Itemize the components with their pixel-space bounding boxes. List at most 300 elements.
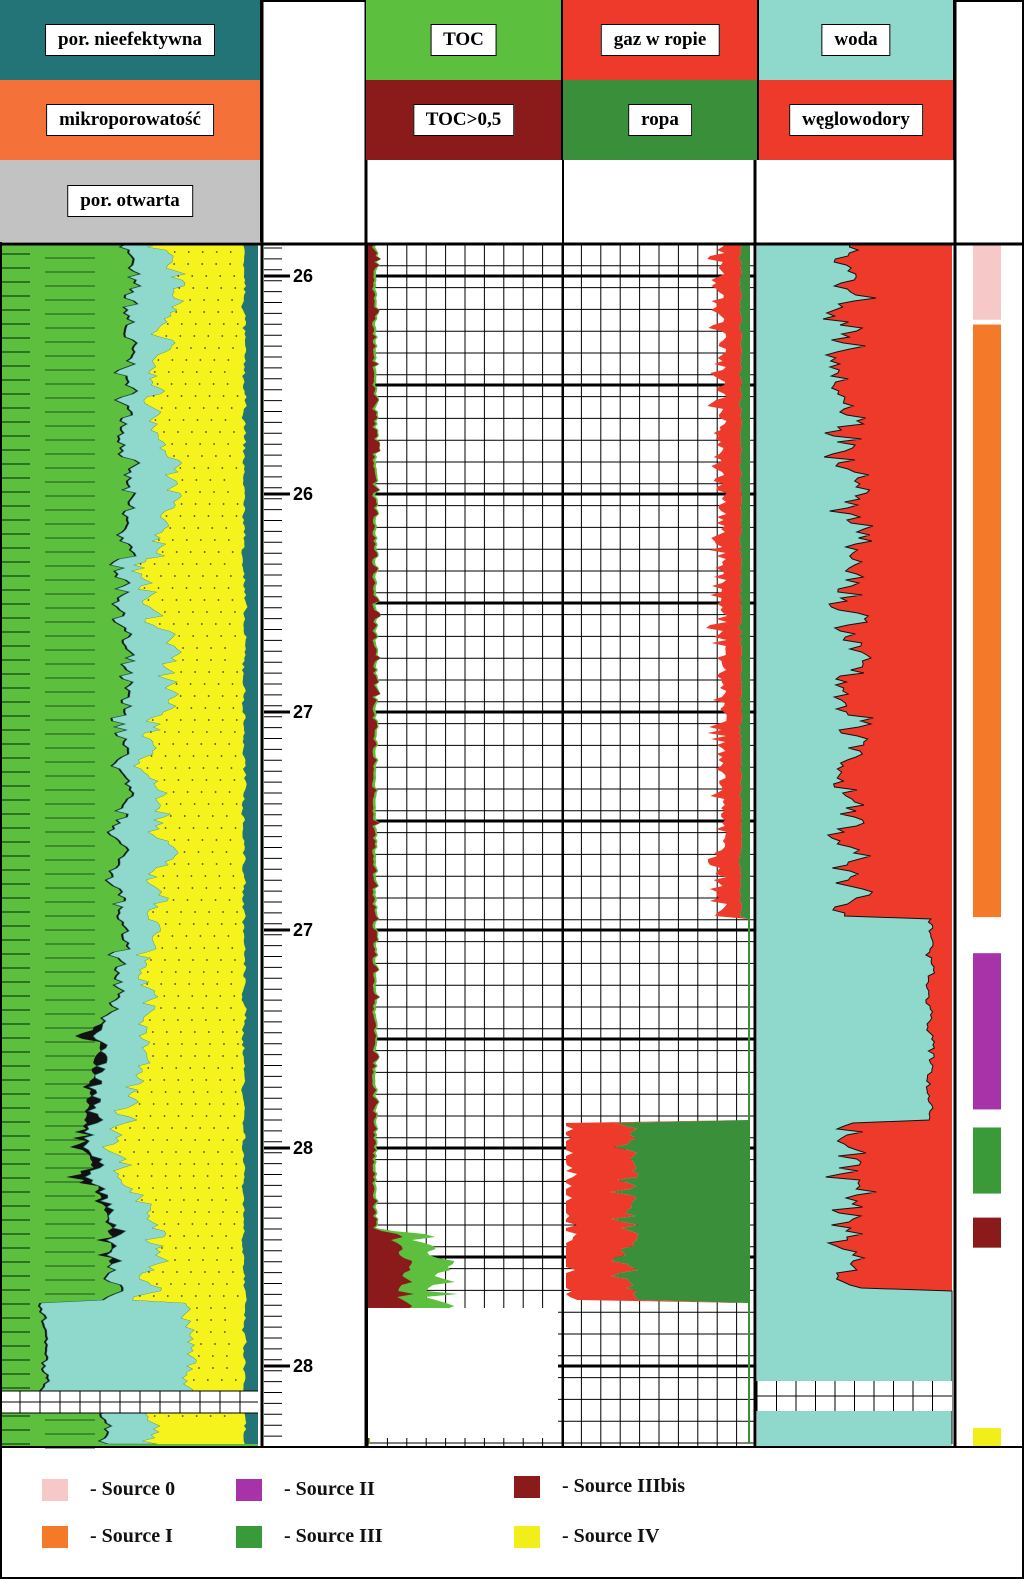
micro-dot — [234, 287, 236, 289]
micro-dot — [194, 803, 196, 805]
micro-dot — [136, 1115, 138, 1117]
header-label: ropa — [628, 104, 692, 136]
micro-dot — [210, 1319, 212, 1321]
micro-dot — [208, 803, 210, 805]
micro-dot — [180, 1031, 182, 1033]
micro-dot — [165, 755, 167, 757]
micro-dot — [151, 1163, 153, 1165]
micro-dot — [204, 683, 206, 685]
micro-dot — [177, 887, 179, 889]
micro-dot — [176, 551, 178, 553]
micro-dot — [153, 395, 155, 397]
micro-dot — [235, 1379, 237, 1381]
micro-dot — [166, 1031, 168, 1033]
micro-dot — [180, 1187, 182, 1189]
micro-dot — [223, 479, 225, 481]
micro-dot — [212, 851, 214, 853]
micro-dot — [223, 1043, 225, 1045]
micro-dot — [176, 599, 178, 601]
micro-dot — [203, 299, 205, 301]
micro-dot — [236, 695, 238, 697]
micro-dot — [139, 1295, 141, 1297]
micro-dot — [177, 1079, 179, 1081]
micro-dot — [196, 563, 198, 565]
micro-dot — [167, 395, 169, 397]
micro-dot — [215, 623, 217, 625]
micro-dot — [164, 1223, 166, 1225]
micro-dot — [174, 251, 176, 253]
micro-dot — [237, 503, 239, 505]
micro-dot — [152, 911, 154, 913]
micro-dot — [203, 1247, 205, 1249]
micro-dot — [176, 347, 178, 349]
micro-dot — [236, 1031, 238, 1033]
micro-dot — [193, 1175, 195, 1177]
micro-dot — [137, 1091, 139, 1093]
micro-dot — [233, 887, 235, 889]
micro-dot — [175, 947, 177, 949]
micro-dot — [178, 959, 180, 961]
micro-dot — [147, 1151, 149, 1153]
micro-dot — [183, 1235, 185, 1237]
legend-swatch — [42, 1526, 68, 1548]
micro-dot — [178, 287, 180, 289]
micro-dot — [164, 731, 166, 733]
micro-dot — [205, 275, 207, 277]
micro-dot — [152, 1031, 154, 1033]
micro-dot — [236, 803, 238, 805]
micro-dot — [150, 731, 152, 733]
micro-dot — [147, 767, 149, 769]
micro-dot — [163, 995, 165, 997]
micro-dot — [180, 911, 182, 913]
micro-dot — [207, 1175, 209, 1177]
micro-dot — [214, 539, 216, 541]
micro-dot — [180, 671, 182, 673]
micro-dot — [174, 575, 176, 577]
micro-dot — [150, 1115, 152, 1117]
micro-dot — [230, 983, 232, 985]
micro-dot — [181, 1103, 183, 1105]
micro-dot — [222, 695, 224, 697]
micro-dot — [231, 1151, 233, 1153]
micro-dot — [189, 767, 191, 769]
micro-dot — [209, 1103, 211, 1105]
micro-dot — [179, 335, 181, 337]
micro-dot — [216, 251, 218, 253]
micro-dot — [202, 575, 204, 577]
micro-dot — [187, 899, 189, 901]
micro-dot — [198, 1283, 200, 1285]
source-interval — [973, 1428, 1001, 1446]
micro-dot — [190, 1271, 192, 1273]
micro-dot — [204, 347, 206, 349]
micro-dot — [226, 851, 228, 853]
micro-dot — [191, 431, 193, 433]
micro-dot — [206, 635, 208, 637]
micro-dot — [167, 323, 169, 325]
micro-dot — [220, 287, 222, 289]
micro-dot — [223, 323, 225, 325]
micro-dot — [187, 263, 189, 265]
header-gaz-w-ropie — [563, 0, 759, 80]
micro-dot — [175, 1067, 177, 1069]
micro-dot — [214, 1343, 216, 1345]
micro-dot — [211, 1235, 213, 1237]
micro-dot — [200, 743, 202, 745]
micro-dot — [188, 839, 190, 841]
micro-dot — [166, 803, 168, 805]
micro-dot — [187, 455, 189, 457]
micro-dot — [199, 359, 201, 361]
micro-dot — [185, 1127, 187, 1129]
micro-dot — [166, 1055, 168, 1057]
micro-dot — [222, 1187, 224, 1189]
micro-dot — [182, 563, 184, 565]
micro-dot — [175, 407, 177, 409]
micro-dot — [148, 1271, 150, 1273]
micro-dot — [210, 563, 212, 565]
micro-dot — [171, 443, 173, 445]
micro-dot — [231, 971, 233, 973]
micro-dot — [212, 1367, 214, 1369]
depth-label: 28 — [293, 1356, 314, 1376]
micro-dot — [169, 419, 171, 421]
micro-dot — [171, 383, 173, 385]
micro-dot — [234, 611, 236, 613]
micro-dot — [219, 995, 221, 997]
micro-dot — [205, 431, 207, 433]
micro-dot — [197, 1235, 199, 1237]
micro-dot — [235, 1163, 237, 1165]
legend-label: - Source I — [90, 1525, 173, 1547]
micro-dot — [236, 1187, 238, 1189]
micro-dot — [176, 1271, 178, 1273]
micro-dot — [193, 1091, 195, 1093]
micro-dot — [190, 683, 192, 685]
micro-dot — [196, 1331, 198, 1333]
micro-dot — [230, 863, 232, 865]
micro-dot — [165, 923, 167, 925]
micro-dot — [194, 911, 196, 913]
micro-dot — [199, 935, 201, 937]
micro-dot — [203, 971, 205, 973]
micro-dot — [154, 563, 156, 565]
micro-dot — [227, 1127, 229, 1129]
micro-dot — [201, 791, 203, 793]
micro-dot — [226, 1355, 228, 1357]
micro-dot — [222, 515, 224, 517]
micro-dot — [154, 371, 156, 373]
legend-swatch — [514, 1476, 540, 1498]
micro-dot — [165, 1175, 167, 1177]
micro-dot — [175, 767, 177, 769]
micro-dot — [160, 1007, 162, 1009]
micro-dot — [177, 995, 179, 997]
micro-dot — [191, 995, 193, 997]
micro-dot — [161, 947, 163, 949]
micro-dot — [186, 743, 188, 745]
micro-dot — [138, 1187, 140, 1189]
depth-label: 27 — [293, 702, 314, 722]
micro-dot — [193, 1379, 195, 1381]
micro-dot — [213, 359, 215, 361]
micro-dot — [193, 923, 195, 925]
micro-dot — [162, 551, 164, 553]
micro-dot — [221, 1163, 223, 1165]
micro-dot — [217, 971, 219, 973]
micro-dot — [137, 1175, 139, 1177]
micro-dot — [137, 1163, 139, 1165]
micro-dot — [196, 659, 198, 661]
micro-dot — [165, 335, 167, 337]
micro-dot — [194, 1211, 196, 1213]
micro-dot — [234, 959, 236, 961]
micro-dot — [210, 371, 212, 373]
micro-dot — [209, 1295, 211, 1297]
micro-dot — [210, 659, 212, 661]
micro-dot — [217, 947, 219, 949]
micro-dot — [184, 1283, 186, 1285]
source-interval — [973, 325, 1001, 918]
micro-dot — [203, 1067, 205, 1069]
micro-dot — [194, 515, 196, 517]
micro-dot — [228, 587, 230, 589]
micro-dot — [175, 971, 177, 973]
micro-dot — [217, 1151, 219, 1153]
source-interval — [973, 244, 1001, 320]
micro-dot — [226, 1367, 228, 1369]
micro-dot — [219, 431, 221, 433]
micro-dot — [220, 1115, 222, 1117]
micro-dot — [190, 551, 192, 553]
micro-dot — [174, 983, 176, 985]
micro-dot — [186, 587, 188, 589]
micro-dot — [218, 347, 220, 349]
micro-dot — [236, 1211, 238, 1213]
micro-dot — [233, 875, 235, 877]
micro-dot — [199, 491, 201, 493]
micro-dot — [163, 887, 165, 889]
micro-dot — [229, 263, 231, 265]
micro-dot — [209, 479, 211, 481]
micro-dot — [208, 515, 210, 517]
micro-dot — [171, 1127, 173, 1129]
micro-dot — [171, 359, 173, 361]
micro-dot — [180, 803, 182, 805]
micro-dot — [209, 395, 211, 397]
micro-dot — [206, 611, 208, 613]
micro-dot — [181, 323, 183, 325]
micro-dot — [194, 695, 196, 697]
micro-dot — [221, 755, 223, 757]
micro-dot — [178, 779, 180, 781]
micro-dot — [174, 863, 176, 865]
header-label: mikroporowatość — [46, 104, 214, 136]
micro-dot — [236, 515, 238, 517]
micro-dot — [192, 287, 194, 289]
micro-dot — [151, 1175, 153, 1177]
legend-label: - Source IV — [562, 1525, 660, 1547]
micro-dot — [195, 395, 197, 397]
header-label: por. otwarta — [67, 185, 193, 217]
micro-dot — [164, 959, 166, 961]
micro-dot — [230, 1007, 232, 1009]
micro-dot — [204, 599, 206, 601]
depth-label: 27 — [293, 920, 314, 940]
micro-dot — [185, 359, 187, 361]
micro-dot — [167, 1043, 169, 1045]
micro-dot — [230, 839, 232, 841]
micro-dot — [219, 887, 221, 889]
micro-dot — [175, 1151, 177, 1153]
micro-dot — [205, 887, 207, 889]
micro-dot — [206, 1223, 208, 1225]
micro-dot — [138, 1139, 140, 1141]
micro-dot — [183, 419, 185, 421]
micro-dot — [143, 1127, 145, 1129]
micro-dot — [196, 1307, 198, 1309]
micro-dot — [224, 1415, 226, 1417]
micro-dot — [222, 803, 224, 805]
micro-dot — [217, 767, 219, 769]
micro-dot — [196, 647, 198, 649]
micro-dot — [220, 635, 222, 637]
micro-dot — [152, 1139, 154, 1141]
micro-dot — [173, 455, 175, 457]
legend-swatch — [236, 1479, 262, 1501]
micro-dot — [190, 347, 192, 349]
micro-dot — [231, 311, 233, 313]
micro-dot — [186, 539, 188, 541]
micro-dot — [185, 383, 187, 385]
micro-dot — [174, 839, 176, 841]
micro-dot — [202, 839, 204, 841]
micro-dot — [189, 971, 191, 973]
micro-dot — [221, 1379, 223, 1381]
legend-label: - Source III — [284, 1525, 383, 1547]
legend-label: - Source 0 — [90, 1478, 176, 1500]
micro-dot — [193, 827, 195, 829]
micro-dot — [202, 1007, 204, 1009]
micro-dot — [207, 1091, 209, 1093]
micro-dot — [222, 1211, 224, 1213]
micro-dot — [212, 1283, 214, 1285]
micro-dot — [166, 1211, 168, 1213]
micro-dot — [207, 1163, 209, 1165]
micro-dot — [165, 1163, 167, 1165]
micro-dot — [217, 407, 219, 409]
micro-dot — [212, 1355, 214, 1357]
micro-dot — [236, 671, 238, 673]
micro-dot — [129, 1127, 131, 1129]
micro-dot — [190, 707, 192, 709]
micro-dot — [231, 1067, 233, 1069]
micro-dot — [181, 1043, 183, 1045]
micro-dot — [204, 551, 206, 553]
header-ropa — [563, 80, 759, 160]
micro-dot — [178, 1115, 180, 1117]
micro-dot — [161, 971, 163, 973]
micro-dot — [162, 1271, 164, 1273]
micro-dot — [161, 1067, 163, 1069]
micro-dot — [235, 755, 237, 757]
micro-dot — [217, 299, 219, 301]
micro-dot — [164, 1115, 166, 1117]
micro-dot — [168, 371, 170, 373]
header-por-otwarta — [0, 160, 262, 242]
micro-dot — [160, 575, 162, 577]
micro-dot — [170, 1283, 172, 1285]
micro-dot — [192, 779, 194, 781]
micro-dot — [214, 743, 216, 745]
micro-dot — [201, 263, 203, 265]
micro-dot — [195, 503, 197, 505]
micro-dot — [194, 1187, 196, 1189]
micro-dot — [175, 1247, 177, 1249]
micro-dot — [204, 1271, 206, 1273]
micro-dot — [189, 1151, 191, 1153]
micro-dot — [157, 359, 159, 361]
micro-dot — [163, 1019, 165, 1021]
legend-item-source-iiibis — [514, 1475, 685, 1498]
micro-dot — [119, 1151, 121, 1153]
micro-dot — [178, 611, 180, 613]
micro-dot — [140, 563, 142, 565]
micro-dot — [200, 539, 202, 541]
micro-dot — [215, 455, 217, 457]
micro-dot — [183, 1199, 185, 1201]
micro-dot — [198, 851, 200, 853]
micro-dot — [170, 815, 172, 817]
micro-dot — [235, 827, 237, 829]
micro-dot — [173, 791, 175, 793]
toc-blank — [368, 1308, 558, 1438]
legend-item-source-iii — [236, 1525, 383, 1548]
micro-dot — [236, 719, 238, 721]
micro-dot — [164, 611, 166, 613]
micro-dot — [218, 707, 220, 709]
micro-dot — [229, 791, 231, 793]
depth-label: 28 — [293, 1138, 314, 1158]
header-label: gaz w ropie — [601, 24, 720, 56]
micro-dot — [218, 599, 220, 601]
micro-dot — [231, 1247, 233, 1249]
micro-dot — [179, 1091, 181, 1093]
micro-dot — [216, 1259, 218, 1261]
micro-dot — [233, 1079, 235, 1081]
micro-dot — [205, 995, 207, 997]
micro-dot — [191, 1079, 193, 1081]
micro-dot — [177, 875, 179, 877]
micro-dot — [148, 599, 150, 601]
micro-dot — [235, 1091, 237, 1093]
micro-dot — [152, 719, 154, 721]
legend — [0, 1446, 1024, 1579]
micro-dot — [157, 935, 159, 937]
micro-dot — [175, 311, 177, 313]
micro-dot — [207, 755, 209, 757]
micro-dot — [198, 815, 200, 817]
micro-dot — [147, 971, 149, 973]
micro-dot — [208, 671, 210, 673]
micro-dot — [229, 899, 231, 901]
micro-dot — [182, 659, 184, 661]
micro-dot — [231, 407, 233, 409]
micro-dot — [144, 587, 146, 589]
micro-dot — [204, 707, 206, 709]
micro-dot — [195, 1103, 197, 1105]
